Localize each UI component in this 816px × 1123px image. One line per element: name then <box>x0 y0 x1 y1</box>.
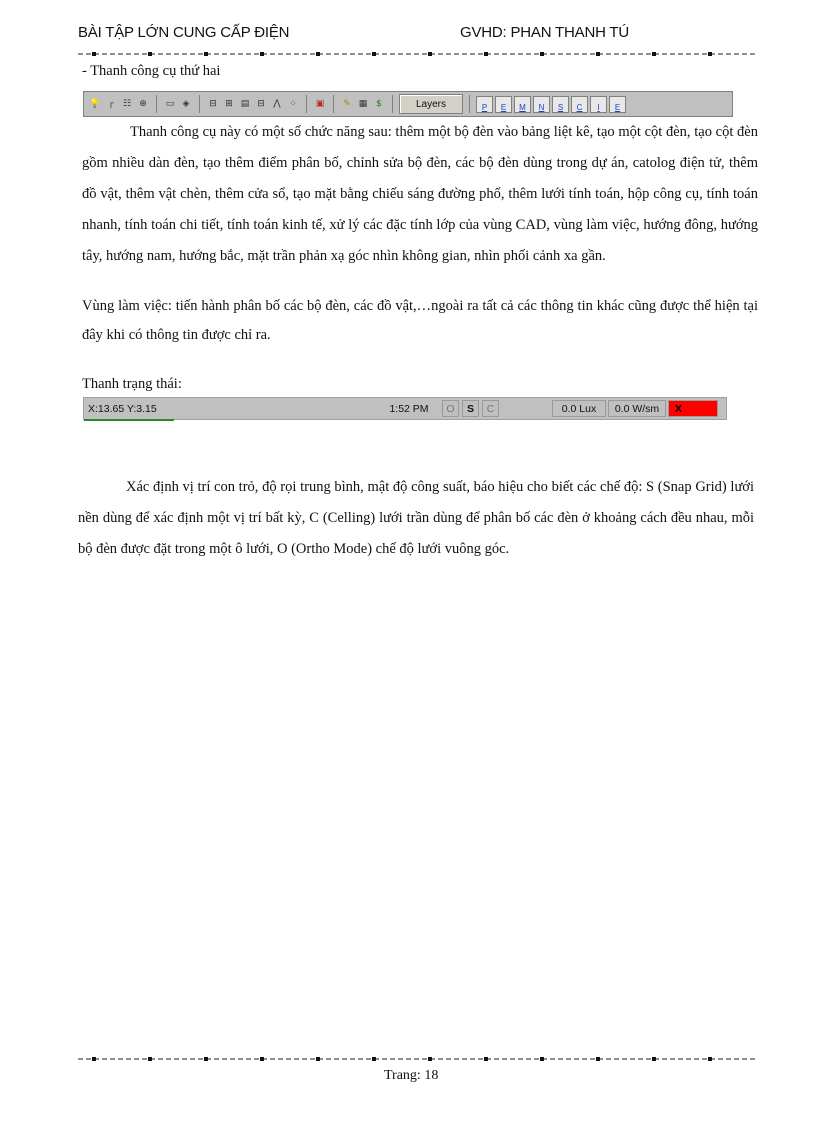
toolbar-separator <box>156 95 157 113</box>
view-ceiling-button[interactable]: C <box>571 96 588 113</box>
toolbar-separator <box>333 95 334 113</box>
page-number: Trang: 18 <box>384 1068 439 1083</box>
view-north-button[interactable]: N <box>533 96 550 113</box>
cursor-coordinates: X:13.65 Y:3.15 <box>88 403 157 415</box>
status-bar <box>83 397 727 420</box>
view-perspective-button[interactable]: E <box>609 96 626 113</box>
window-icon[interactable]: ▤ <box>240 99 250 109</box>
header-divider <box>78 50 758 58</box>
statusbar-description-text: Xác định vị trí con trỏ, độ rọi trung bình, mật độ công suất, báo hiệu cho biết các chế độ: S (Snap Grid) lưới nền dùng để xác định một vị trí bất kỳ, C (Celling) lưới trần dùng để phân bố các đèn ở khoảng cách đều nhau, mỗi bộ đèn được đặt trong một ô lưới, O (Ortho Mode) chế độ lưới vuông góc. <box>78 479 754 557</box>
toolbar-description <box>82 117 758 272</box>
status-alert-indicator: X <box>668 400 718 417</box>
layers-button[interactable]: Layers <box>399 94 463 114</box>
view-west-button[interactable]: M <box>514 96 531 113</box>
grid-icon[interactable]: ⁘ <box>289 99 297 109</box>
distribution-point-icon[interactable]: ⊕ <box>139 99 147 109</box>
detail-calc-icon[interactable]: ▦ <box>358 99 368 109</box>
power-density-readout: 0.0 W/sm <box>608 400 666 417</box>
road-icon[interactable]: ⋀ <box>273 99 281 109</box>
catalog-icon[interactable]: ◈ <box>182 99 190 109</box>
toolbox-icon[interactable]: ▣ <box>315 99 325 109</box>
multi-luminaire-icon[interactable]: ☷ <box>122 99 132 109</box>
light-bulb-icon[interactable]: 💡 <box>89 99 101 109</box>
pole-icon[interactable]: ┌ <box>108 99 114 109</box>
toolbar-separator <box>306 95 307 113</box>
clock-time: 1:52 PM <box>389 403 429 415</box>
illuminance-readout: 0.0 Lux <box>552 400 606 417</box>
snap-grid-indicator[interactable]: S <box>462 400 479 417</box>
toolbar-description-text: Thanh công cụ này có một số chức năng sau: thêm một bộ đèn vào bảng liệt kê, tạo một cột đèn, tạo cột đèn gồm nhiều dàn đèn, tạo thêm điểm phân bố, chỉnh sửa bộ đèn, các bộ đèn dùng trong dự án, catolog điện tử, thêm đồ vật, thêm vật chèn, thêm cửa sổ, tạo mặt bằng chiếu sáng đường phố, thêm lưới tính toán, hộp công cụ, tính toán nhanh, tính toán chi tiết, tính toán kinh tế, xử lý các đặc tính lớp của vùng CAD, vùng làm việc, hướng đông, hướng tây, hướng nam, hướng bắc, mặt trần phản xạ góc nhìn không gian, nhìn phối cảnh xa gần. <box>82 124 758 264</box>
ortho-mode-indicator[interactable]: O <box>442 400 459 417</box>
quick-calc-icon[interactable]: ✎ <box>343 99 351 109</box>
toolbar-separator <box>199 95 200 113</box>
workspace-description-text: Vùng làm việc: tiến hành phân bố các bộ đèn, các đồ vật,…ngoài ra tất cả các thông tin khác cũng được thể hiện tại đây khi có thông tin được chỉ ra. <box>82 298 758 343</box>
statusbar-heading: Thanh trạng thái: <box>82 376 182 392</box>
toolbar-separator <box>392 95 393 113</box>
status-progress-line <box>84 419 174 421</box>
header-instructor: GVHD: PHAN THANH TÚ <box>460 24 630 41</box>
furniture-icon[interactable]: ⊟ <box>209 99 217 109</box>
insert-object-icon[interactable]: ⊞ <box>225 99 233 109</box>
footer-divider <box>78 1055 758 1063</box>
view-south-button[interactable]: S <box>552 96 569 113</box>
road-layout-icon[interactable]: ⊟ <box>257 99 265 109</box>
header-title: BÀI TẬP LỚN CUNG CẤP ĐIỆN <box>78 24 290 41</box>
toolbar-separator <box>469 95 470 113</box>
workspace-description <box>82 292 758 350</box>
view-isometric-button[interactable]: I <box>590 96 607 113</box>
view-east-button[interactable]: E <box>495 96 512 113</box>
statusbar-description <box>78 472 754 565</box>
edit-luminaire-icon[interactable]: ▭ <box>165 99 175 109</box>
ceiling-grid-indicator[interactable]: C <box>482 400 499 417</box>
view-plan-button[interactable]: P <box>476 96 493 113</box>
second-toolbar <box>83 91 733 117</box>
economic-calc-icon[interactable]: $ <box>376 99 382 109</box>
section-heading: - Thanh công cụ thứ hai <box>82 63 221 79</box>
